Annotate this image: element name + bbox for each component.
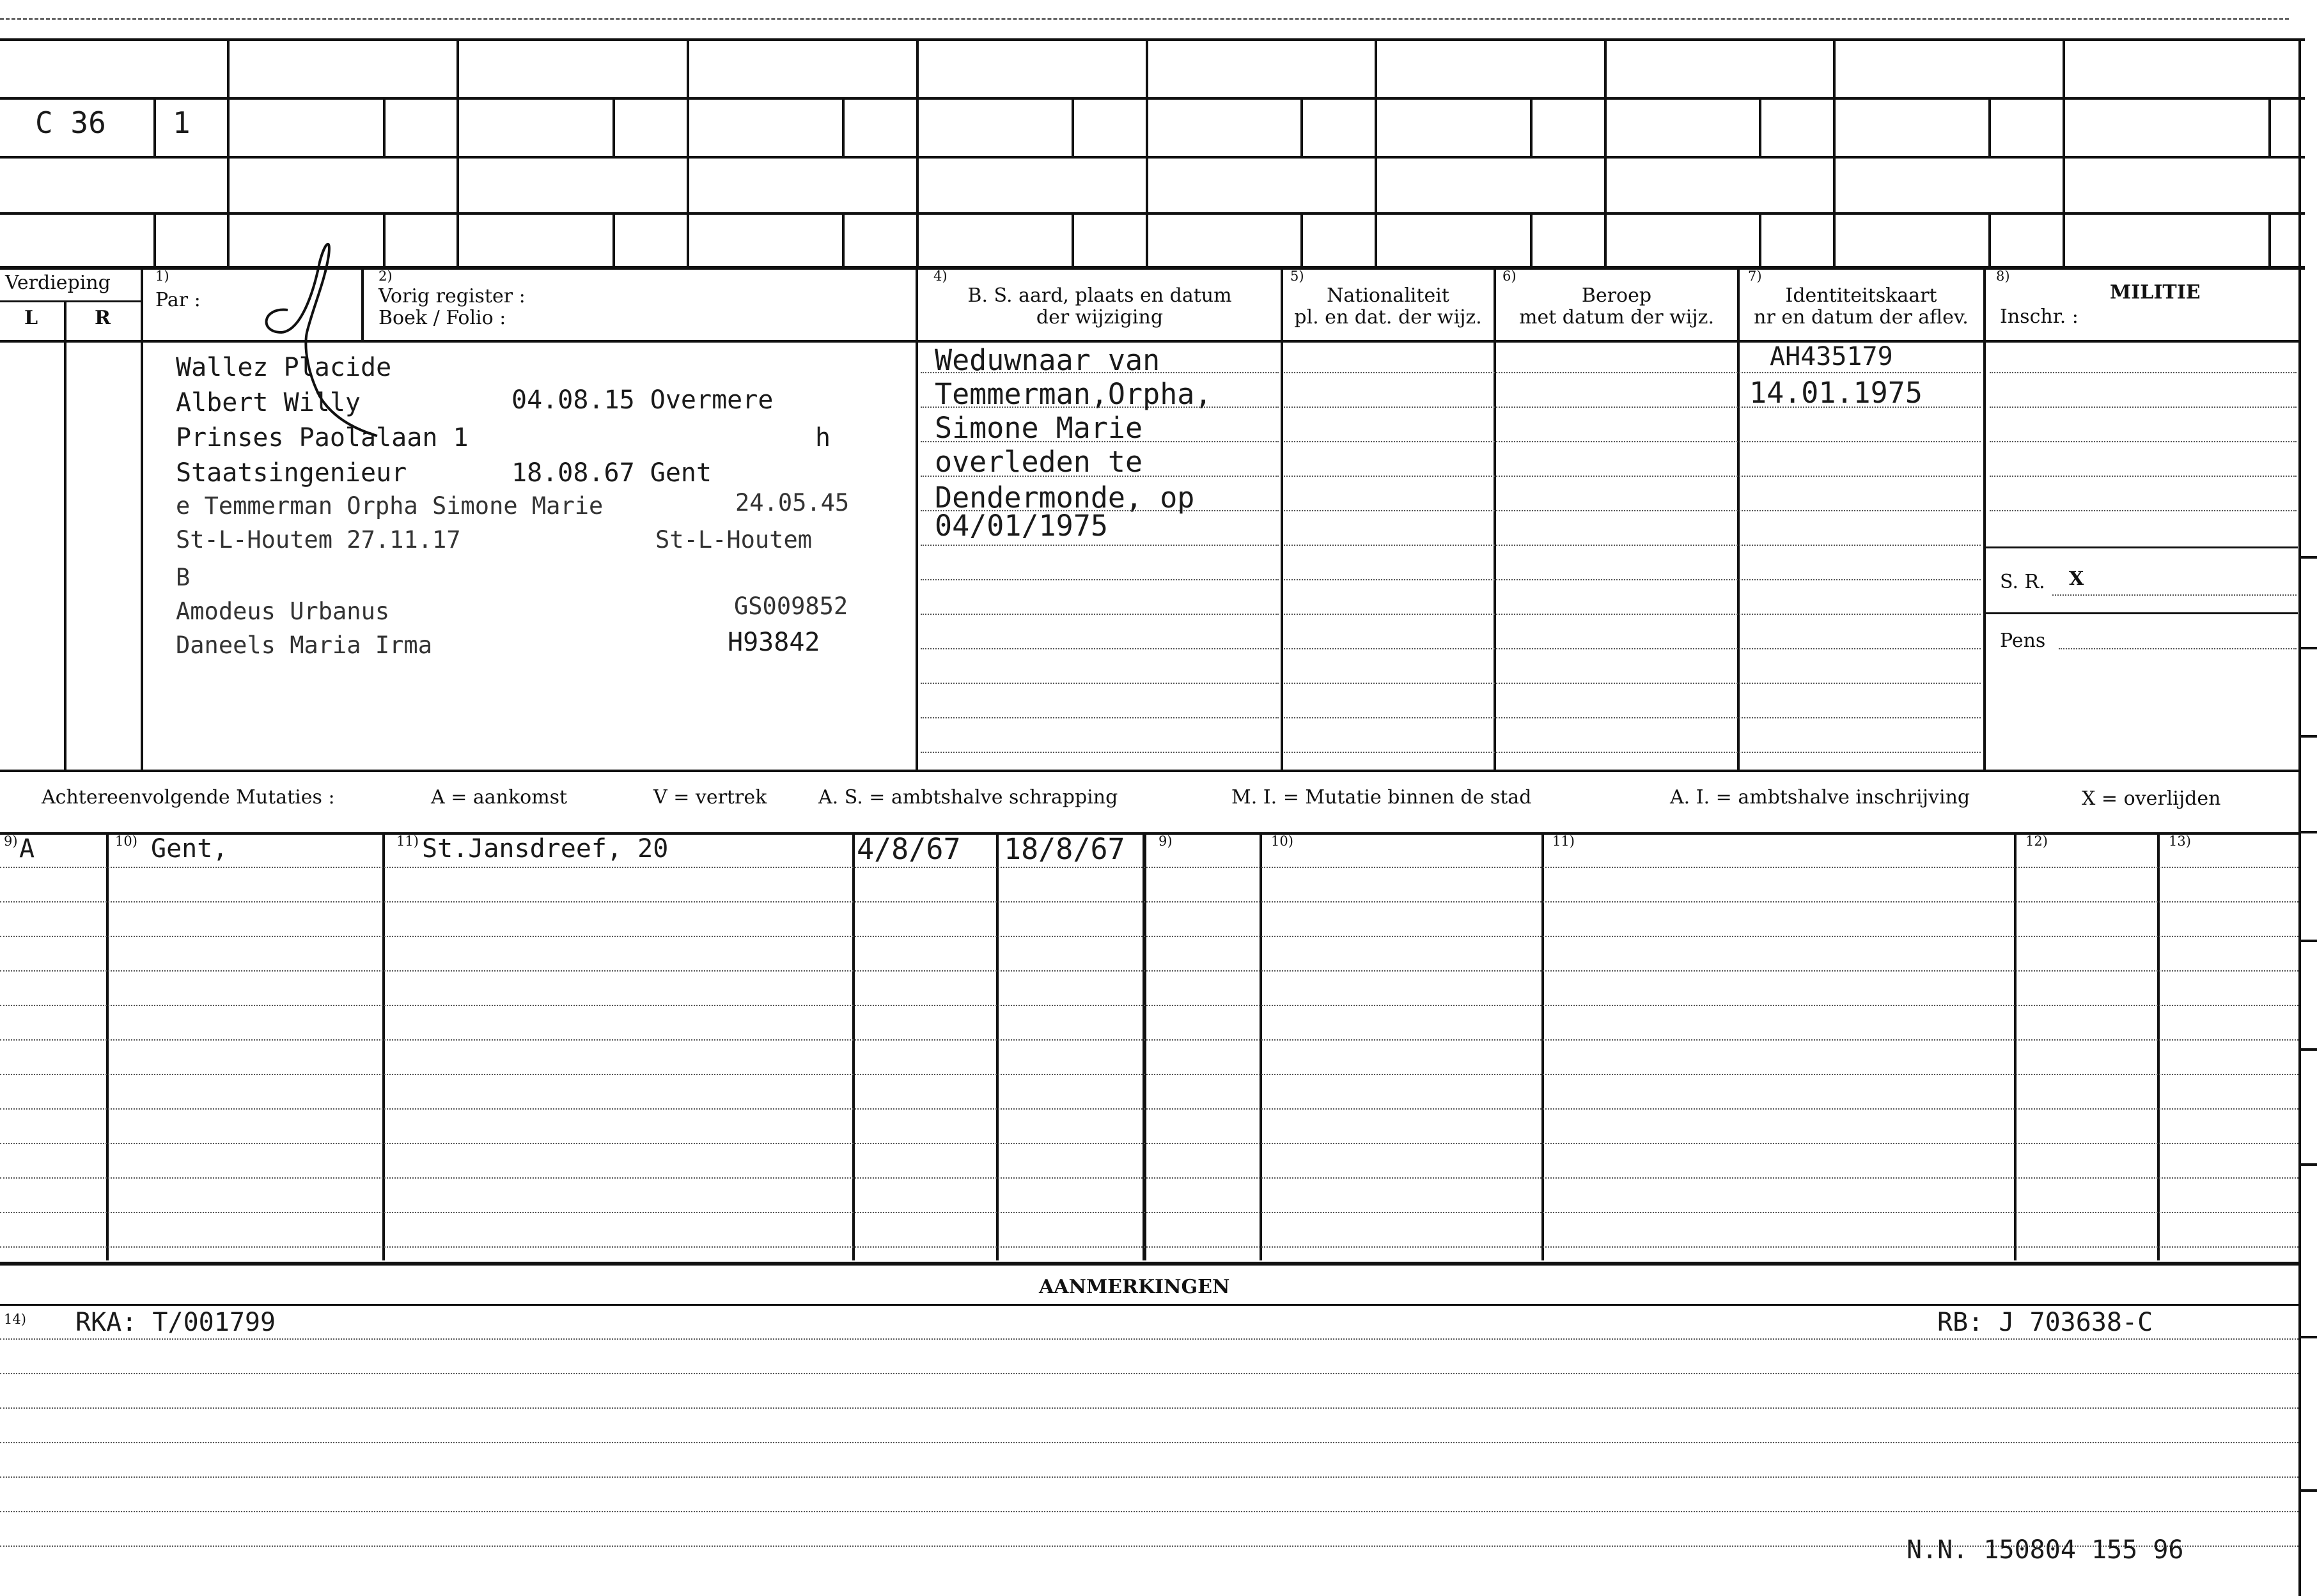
mut-col-11b: 11) [1552,833,1575,849]
person-profession: Staatsingenieur [176,458,407,488]
header-par: Par : [155,289,201,311]
header-militie: MILITIE [2110,281,2201,304]
signature-scribble [249,236,390,460]
header-bs-line2: der wijziging [1036,306,1164,329]
bs-change-line3: Simone Marie [935,411,1143,445]
legend-top-rule [0,770,2298,772]
person-address: Prinses Paolalaan 1 [176,423,469,453]
person-spouse-birthplace: St-L-Houtem [655,526,813,554]
col-number-1: 1) [155,268,169,284]
mutation-date-2: 18/8/67 [1004,832,1125,866]
mutation-type: A [19,834,35,864]
bs-change-line1: Weduwnaar van [935,343,1160,377]
col-number-4: 4) [933,268,948,284]
militie-sr-label: S. R. [2000,571,2045,593]
mutation-date-1: 4/8/67 [857,832,961,866]
mut-col-12: 12) [2025,833,2048,849]
col-number-7: 7) [1748,268,1762,284]
legend-aankomst: A = aankomst [431,786,568,809]
col-number-2: 2) [378,268,393,284]
person-surname-firstname: Wallez Placide [176,353,392,382]
header-boek-folio: Boek / Folio : [378,307,506,329]
header-r: R [95,307,111,329]
legend-vertrek: V = vertrek [653,786,767,809]
col-number-5: 5) [1290,268,1304,284]
mutation-address: St.Jansdreef, 20 [422,834,669,864]
header-beroep: Beroep [1581,284,1652,307]
mut-col-10: 10) [115,833,137,849]
person-spouse: e Temmerman Orpha Simone Marie [176,492,604,520]
col-number-6: 6) [1502,268,1517,284]
remarks-title: AANMERKINGEN [1039,1276,1230,1298]
mut-col-9: 9) [4,833,18,849]
person-firstnames: Albert Willy [176,388,361,417]
bs-change-line2: Temmerman,Orpha, [935,377,1212,411]
person-profession-date: 18.08.67 Gent [511,458,712,488]
register-number: 1 [173,105,191,140]
id-card-date: 14.01.1975 [1749,376,1923,410]
remarks-title-rule [0,1304,2298,1306]
id-card-number: AH435179 [1770,342,1893,371]
person-line-b: B [176,564,191,591]
person-birth-date-place: 04.08.15 Overmere [511,385,774,415]
person-father-code: GS009852 [734,593,848,620]
col-number-8: 8) [1996,268,2010,284]
person-mother: Daneels Maria Irma [176,631,432,659]
header-nationaliteit: Nationaliteit [1327,284,1449,307]
person-address-mark: h [815,423,831,453]
header-identiteitskaart: Identiteitskaart [1785,284,1937,307]
person-father: Amodeus Urbanus [176,598,390,625]
remarks-rka: RKA: T/001799 [75,1308,276,1337]
header-nationaliteit-sub: pl. en dat. der wijz. [1294,306,1482,329]
torn-top-edge [0,18,2289,20]
legend-overlijden: X = overlijden [2082,787,2221,810]
person-mother-code: H93842 [728,628,820,657]
person-spouse-date: 24.05.45 [735,489,850,516]
militie-pens-label: Pens [2000,630,2046,652]
remarks-col-14: 14) [4,1312,26,1327]
header-l: L [24,307,38,329]
legend-ambtshalve-inschrijving: A. I. = ambtshalve inschrijving [1670,786,1970,809]
mut-col-11: 11) [396,833,419,849]
remarks-rb: RB: J 703638-C [1937,1308,2153,1337]
header-bs-line1: B. S. aard, plaats en datum [967,284,1232,307]
header-beroep-sub: met datum der wijz. [1519,306,1714,329]
mutation-city: Gent, [151,834,228,864]
militie-sr-value: X [2069,568,2084,590]
mut-col-13: 13) [2169,833,2191,849]
header-vorig-register: Vorig register : [378,285,526,307]
bs-change-line5: Dendermonde, op [935,481,1195,515]
header-identiteitskaart-sub: nr en datum der aflev. [1754,306,1969,329]
bs-change-line4: overleden te [935,445,1143,479]
legend-mutatie-binnen-stad: M. I. = Mutatie binnen de stad [1231,786,1532,809]
legend-ambtshalve-schrapping: A. S. = ambtshalve schrapping [818,786,1118,809]
mut-col-10b: 10) [1271,833,1293,849]
register-code: C 36 [35,105,106,140]
mut-col-9b: 9) [1158,833,1173,849]
person-spouse-birth: St-L-Houtem 27.11.17 [176,526,461,554]
national-number: N.N. 150804 155 96 [1907,1535,2184,1565]
header-inschr: Inschr. : [2000,306,2079,328]
bs-change-line6: 04/01/1975 [935,509,1108,543]
header-verdieping: Verdieping [5,272,111,294]
legend-title: Achtereenvolgende Mutaties : [42,786,335,809]
